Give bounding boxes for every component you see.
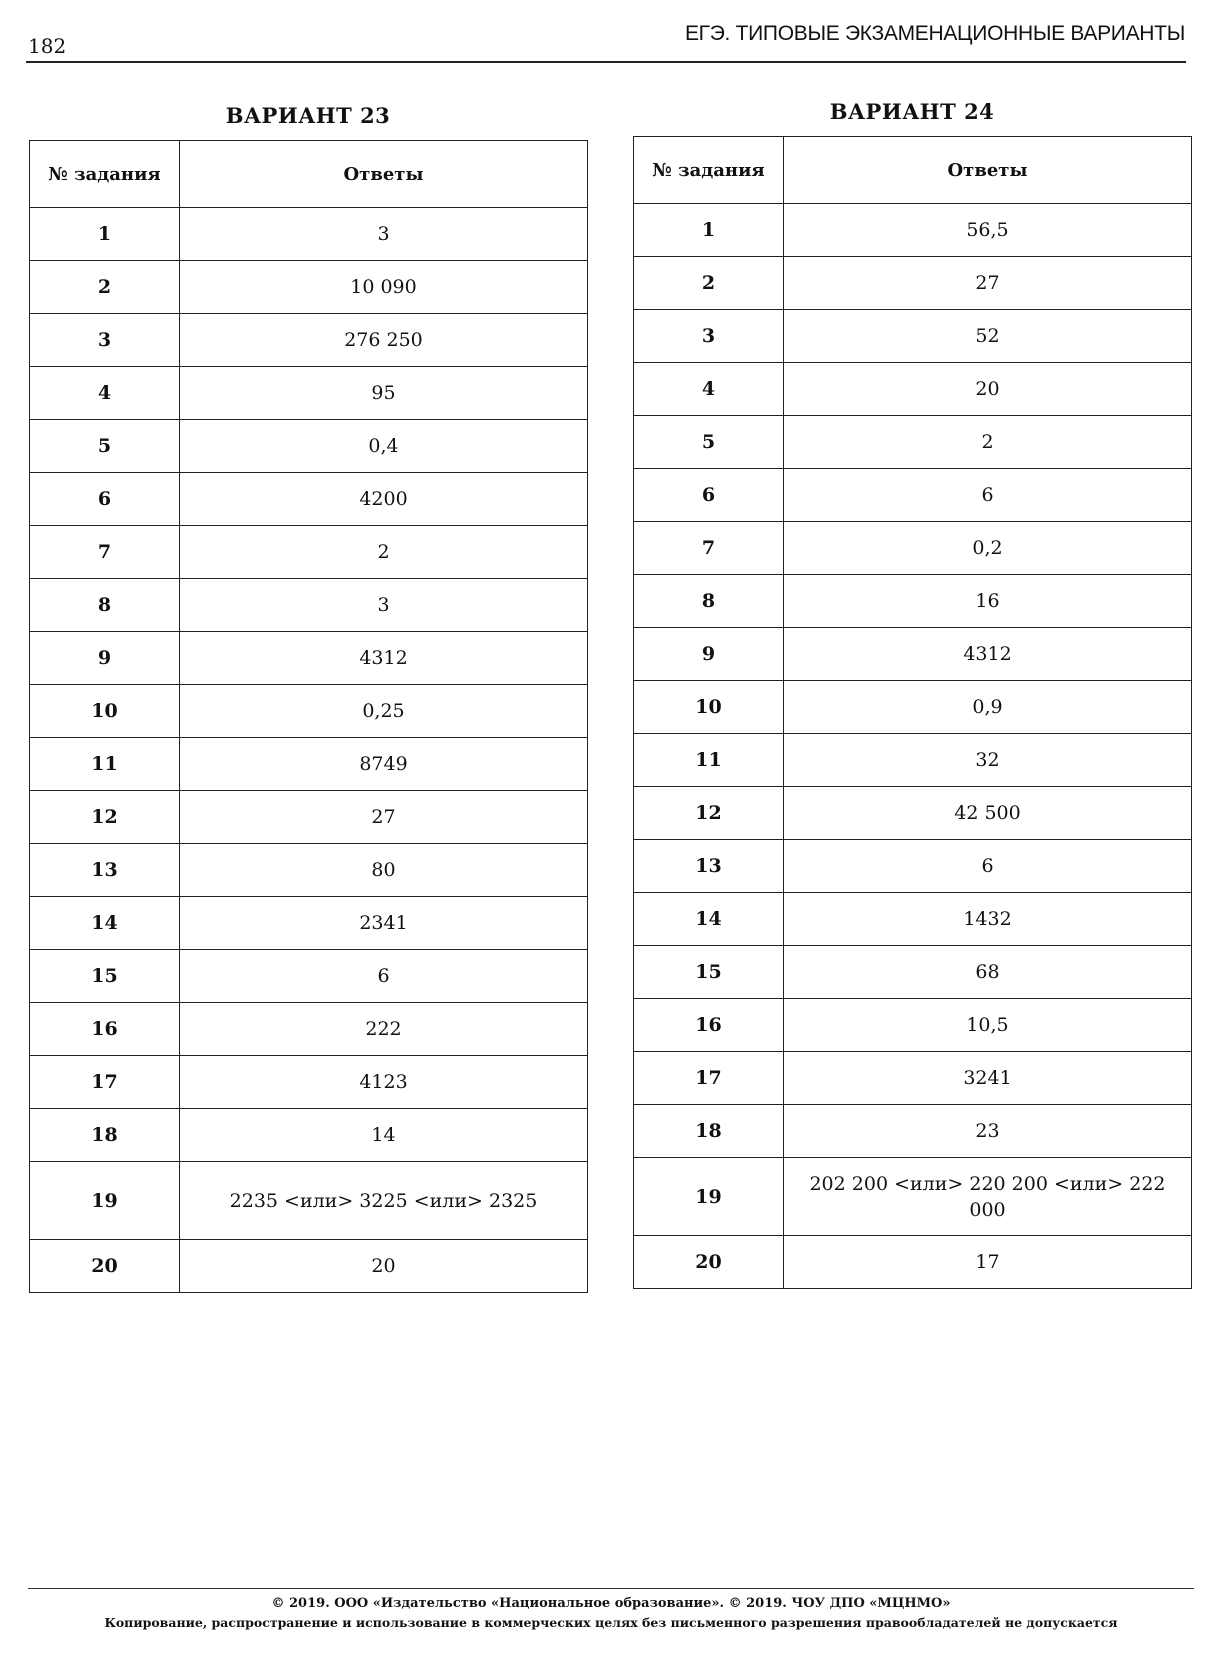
answer-cell: 20: [784, 363, 1192, 416]
task-number-cell: 14: [30, 897, 180, 950]
answer-cell: 0,4: [180, 420, 588, 473]
answer-cell: 2: [784, 416, 1192, 469]
table-row: [30, 367, 588, 420]
answer-cell: 23: [784, 1105, 1192, 1158]
running-title: ЕГЭ. ТИПОВЫЕ ЭКЗАМЕНАЦИОННЫЕ ВАРИАНТЫ: [684, 22, 1185, 45]
answer-cell: 32: [784, 734, 1192, 787]
task-number-cell: 8: [30, 579, 180, 632]
task-number-cell: 20: [30, 1240, 180, 1293]
table-row: [634, 522, 1192, 575]
task-number-cell: 17: [30, 1056, 180, 1109]
task-number-cell: 5: [634, 416, 784, 469]
table-row: [634, 469, 1192, 522]
table-row: [30, 1056, 588, 1109]
answer-cell: 0,9: [784, 681, 1192, 734]
table-header-row: [30, 141, 588, 208]
task-number-cell: 6: [30, 473, 180, 526]
answer-cell: 6: [784, 469, 1192, 522]
table-row: [634, 628, 1192, 681]
task-number-cell: 1: [30, 208, 180, 261]
task-number-cell: 5: [30, 420, 180, 473]
answer-cell: 14: [180, 1109, 588, 1162]
answer-cell: 68: [784, 946, 1192, 999]
answer-cell: 10 090: [180, 261, 588, 314]
footer-rule: [28, 1588, 1194, 1589]
answer-cell: 4200: [180, 473, 588, 526]
task-number-cell: 19: [30, 1162, 180, 1240]
table-row: [634, 204, 1192, 257]
answer-cell: 4123: [180, 1056, 588, 1109]
task-number-cell: 15: [30, 950, 180, 1003]
header-rule: [26, 61, 1186, 63]
task-number-cell: 7: [634, 522, 784, 575]
answer-cell: 95: [180, 367, 588, 420]
task-number-cell: 3: [634, 310, 784, 363]
variant-23-section: [29, 98, 587, 1293]
task-number-header: № задания: [30, 141, 180, 208]
task-number-cell: 16: [30, 1003, 180, 1056]
answers-header: Ответы: [180, 141, 588, 208]
answer-cell: 27: [180, 791, 588, 844]
table-row: [634, 363, 1192, 416]
answer-cell: 3: [180, 579, 588, 632]
answer-cell: 3241: [784, 1052, 1192, 1105]
answer-cell: 20: [180, 1240, 588, 1293]
answer-cell: 2: [180, 526, 588, 579]
task-number-cell: 3: [30, 314, 180, 367]
table-row: [634, 893, 1192, 946]
variant-24-section: [633, 94, 1191, 1289]
task-number-cell: 20: [634, 1236, 784, 1289]
table-row: [634, 681, 1192, 734]
table-row: [634, 416, 1192, 469]
task-number-cell: 4: [30, 367, 180, 420]
table-row: [30, 950, 588, 1003]
task-number-cell: 6: [634, 469, 784, 522]
answers-table-variant-24: [633, 136, 1192, 1289]
table-row: [634, 999, 1192, 1052]
table-row: [634, 946, 1192, 999]
table-row: [634, 734, 1192, 787]
table-row: [30, 473, 588, 526]
task-number-cell: 4: [634, 363, 784, 416]
answer-cell: 6: [784, 840, 1192, 893]
task-number-cell: 13: [30, 844, 180, 897]
task-number-cell: 16: [634, 999, 784, 1052]
table-row: [634, 257, 1192, 310]
answer-cell: 42 500: [784, 787, 1192, 840]
task-number-cell: 7: [30, 526, 180, 579]
table-row: [30, 1109, 588, 1162]
table-row: [30, 314, 588, 367]
task-number-cell: 1: [634, 204, 784, 257]
task-number-header: № задания: [634, 137, 784, 204]
answers-table-variant-23: [29, 140, 588, 1293]
task-number-cell: 8: [634, 575, 784, 628]
task-number-cell: 14: [634, 893, 784, 946]
task-number-cell: 12: [634, 787, 784, 840]
table-header-row: [634, 137, 1192, 204]
table-row: [634, 575, 1192, 628]
table-row: [30, 1240, 588, 1293]
answer-cell: 3: [180, 208, 588, 261]
table-row: [634, 310, 1192, 363]
table-row: [30, 1162, 588, 1240]
table-row: [30, 208, 588, 261]
answer-cell: 56,5: [784, 204, 1192, 257]
answer-cell: 8749: [180, 738, 588, 791]
task-number-cell: 10: [30, 685, 180, 738]
answer-cell: 0,25: [180, 685, 588, 738]
answer-cell: 222: [180, 1003, 588, 1056]
task-number-cell: 9: [634, 628, 784, 681]
table-row: [634, 1236, 1192, 1289]
variant-title: ВАРИАНТ 23: [225, 103, 391, 128]
task-number-cell: 2: [30, 261, 180, 314]
table-row: [30, 632, 588, 685]
answer-cell: 6: [180, 950, 588, 1003]
footer-copyright: © 2019. ООО «Издательство «Национальное образование». © 2019. ЧОУ ДПО «МЦНМО»: [271, 1596, 951, 1611]
answer-cell: 2235 <или> 3225 <или> 2325: [180, 1162, 588, 1240]
task-number-cell: 17: [634, 1052, 784, 1105]
table-row: [30, 420, 588, 473]
answer-cell: 17: [784, 1236, 1192, 1289]
variant-title: ВАРИАНТ 24: [829, 99, 995, 124]
answer-cell: 276 250: [180, 314, 588, 367]
table-row: [30, 844, 588, 897]
table-row: [30, 526, 588, 579]
answer-cell: 10,5: [784, 999, 1192, 1052]
task-number-cell: 13: [634, 840, 784, 893]
table-row: [30, 1003, 588, 1056]
task-number-cell: 10: [634, 681, 784, 734]
answer-cell: 4312: [180, 632, 588, 685]
table-row: [634, 1052, 1192, 1105]
answer-cell: 80: [180, 844, 588, 897]
table-row: [30, 738, 588, 791]
answer-cell: 1432: [784, 893, 1192, 946]
table-row: [634, 1105, 1192, 1158]
table-row: [30, 897, 588, 950]
task-number-cell: 19: [634, 1158, 784, 1236]
task-number-cell: 11: [30, 738, 180, 791]
task-number-cell: 12: [30, 791, 180, 844]
page-number: 182: [28, 34, 67, 58]
table-row: [30, 685, 588, 738]
table-row: [30, 791, 588, 844]
table-row: [634, 840, 1192, 893]
task-number-cell: 2: [634, 257, 784, 310]
answer-cell: 52: [784, 310, 1192, 363]
task-number-cell: 18: [30, 1109, 180, 1162]
answer-cell: 27: [784, 257, 1192, 310]
task-number-cell: 9: [30, 632, 180, 685]
task-number-cell: 18: [634, 1105, 784, 1158]
answer-cell: 202 200 <или> 220 200 <или> 222 000: [784, 1158, 1192, 1236]
table-row: [634, 1158, 1192, 1236]
table-row: [30, 579, 588, 632]
table-row: [634, 787, 1192, 840]
answer-cell: 4312: [784, 628, 1192, 681]
task-number-cell: 15: [634, 946, 784, 999]
footer-notice: Копирование, распространение и использование в коммерческих целях без письменного разрешения правообладателей не допускается: [104, 1615, 1118, 1630]
table-row: [30, 261, 588, 314]
answers-header: Ответы: [784, 137, 1192, 204]
answer-cell: 2341: [180, 897, 588, 950]
answer-cell: 16: [784, 575, 1192, 628]
answer-cell: 0,2: [784, 522, 1192, 575]
task-number-cell: 11: [634, 734, 784, 787]
